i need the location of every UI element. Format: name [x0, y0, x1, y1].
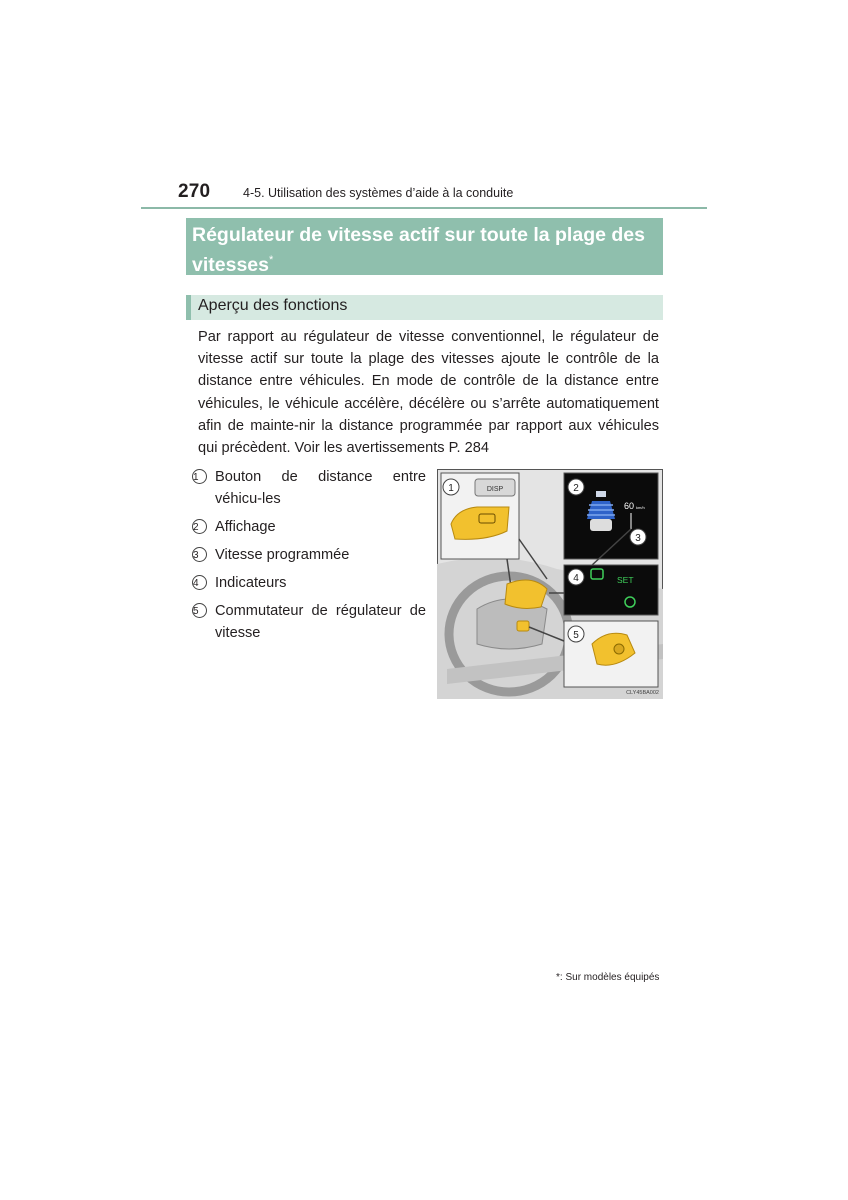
- callout-label: Affichage: [215, 519, 276, 535]
- marker-3: 3: [635, 533, 641, 544]
- intro-paragraph: Par rapport au régulateur de vitesse conventionnel, le régulateur de vitesse actif sur toute la plage des vitesses ajoute le contrôle de la distance entre véhicules. En mode de contrôle de la distance entre véhicules, le véhicule accélère, décélère ou s’arrête automatiquement afin de mainte-nir la distance programmée par rapport aux véhicules qui précèdent. Voir les avertissements P. 284: [198, 329, 659, 457]
- callout-label: Indicateurs: [215, 575, 287, 591]
- title-footnote-mark: *: [268, 254, 274, 266]
- marker-5: 5: [573, 630, 579, 641]
- figure-code: CLY45BA002: [626, 690, 659, 696]
- marker-2: 2: [573, 483, 579, 494]
- subsection-heading: [186, 295, 663, 320]
- callout-item: [192, 466, 426, 510]
- callout-label: Vitesse programmée: [215, 547, 350, 563]
- marker-1: 1: [448, 483, 454, 494]
- subsection-accent-bar: [186, 295, 191, 320]
- page-number: 270: [178, 181, 211, 202]
- callout-item: [192, 572, 426, 594]
- callout-number: 4: [192, 575, 207, 590]
- footnote-mark: *: [556, 972, 560, 983]
- footnote: [556, 972, 659, 983]
- callout-list: [192, 466, 426, 650]
- header-rule: [141, 207, 707, 209]
- disp-button-label: DISP: [486, 486, 504, 493]
- callout-item: [192, 516, 426, 538]
- callout-number: 3: [192, 547, 207, 562]
- set-speed-unit: km/h: [636, 505, 645, 510]
- section-title: Régulateur de vitesse actif sur toute la plage des vitesses: [192, 224, 645, 276]
- section-title-box: [186, 218, 663, 275]
- callout-number: 2: [192, 519, 207, 534]
- marker-4: 4: [573, 573, 579, 584]
- set-speed-value: 60: [624, 501, 635, 511]
- callout-number: 5: [192, 603, 207, 618]
- callout-label: Bouton de distance entre véhicu-les: [215, 469, 426, 507]
- callout-item: [192, 600, 426, 644]
- subsection-title: Aperçu des fonctions: [198, 297, 348, 314]
- chapter-title: 4-5. Utilisation des systèmes d’aide à la conduite: [243, 186, 514, 200]
- callout-label: Commutateur de régulateur de vitesse: [215, 603, 426, 641]
- callout-item: [192, 544, 426, 566]
- dashboard-illustration: [437, 469, 663, 699]
- callout-number: 1: [192, 469, 207, 484]
- footnote-text: : Sur modèles équipés: [559, 972, 660, 983]
- set-indicator: SET: [617, 575, 634, 585]
- cruise-lever-highlight: [505, 580, 547, 608]
